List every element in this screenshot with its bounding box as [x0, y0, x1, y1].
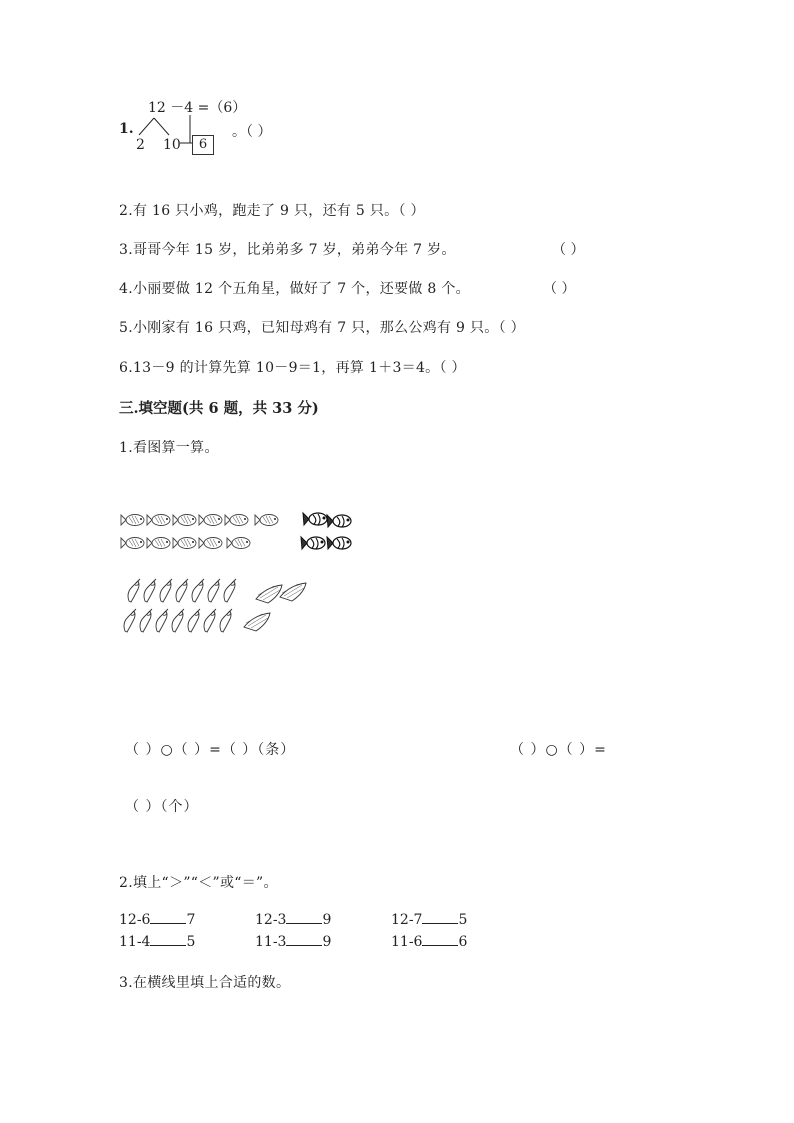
compare-left: 11-6 — [391, 934, 423, 950]
answer-row-fish: （ ）○（ ）=（ ）（条） — [125, 742, 296, 758]
compare-blank[interactable] — [150, 911, 186, 924]
q1-number: 1. — [119, 121, 134, 137]
compare-item — [119, 933, 195, 950]
answer-row-veg-unit: （ ）（个） — [125, 799, 199, 815]
count-picture — [118, 505, 368, 645]
compare-left: 11-4 — [119, 934, 151, 950]
compare-left: 11-3 — [255, 934, 287, 950]
compare-right: 9 — [322, 934, 332, 950]
compare-item — [119, 911, 195, 928]
judgment-3: 3.哥哥今年 15 岁，比弟弟多 7 岁，弟弟今年 7 岁。 — [119, 242, 456, 258]
compare-blank[interactable] — [150, 933, 186, 946]
judgment-2: 2.有 16 只小鸡，跑走了 9 只，还有 5 只。（ ） — [119, 203, 425, 219]
fill-q3-title: 3.在横线里填上合适的数。 — [119, 975, 291, 991]
judgment-4: 4.小丽要做 12 个五角星，做好了 7 个，还要做 8 个。 — [119, 281, 470, 297]
q1-right-part: 10 — [163, 137, 181, 153]
compare-right: 5 — [186, 934, 196, 950]
compare-item — [255, 911, 331, 928]
compare-right: 5 — [458, 912, 468, 928]
compare-blank[interactable] — [422, 911, 458, 924]
judgment-5: 5.小刚家有 16 只鸡，已知母鸡有 7 只，那么公鸡有 9 只。（ ） — [119, 320, 525, 336]
fill-q2-title: 2.填上“＞”“＜”或“＝”。 — [119, 875, 278, 891]
compare-right: 9 — [322, 912, 332, 928]
judgment-6: 6.13－9 的计算先算 10－9＝1，再算 1＋3＝4。（ ） — [119, 360, 466, 376]
fill-q1-title: 1.看图算一算。 — [119, 440, 219, 456]
compare-right: 6 — [458, 934, 468, 950]
q1-equation: 12 －4 =（6） — [148, 100, 247, 116]
compare-blank[interactable] — [286, 933, 322, 946]
judgment-4-paren: （ ） — [543, 281, 576, 297]
section-title: 三.填空题(共 6 题，共 33 分) — [119, 400, 319, 417]
q1-left-part: 2 — [136, 137, 145, 153]
compare-blank[interactable] — [422, 933, 458, 946]
compare-item — [255, 933, 331, 950]
q1-answer-box: 6 — [192, 135, 214, 155]
q1-tail: 。（ ） — [232, 124, 272, 140]
compare-blank[interactable] — [286, 911, 322, 924]
compare-item — [391, 911, 467, 928]
judgment-3-paren: （ ） — [552, 242, 585, 258]
compare-left: 12-6 — [119, 912, 151, 928]
compare-item — [391, 933, 467, 950]
compare-left: 12-7 — [391, 912, 423, 928]
compare-right: 7 — [186, 912, 196, 928]
answer-row-veg: （ ）○（ ）= — [510, 742, 607, 758]
compare-left: 12-3 — [255, 912, 287, 928]
